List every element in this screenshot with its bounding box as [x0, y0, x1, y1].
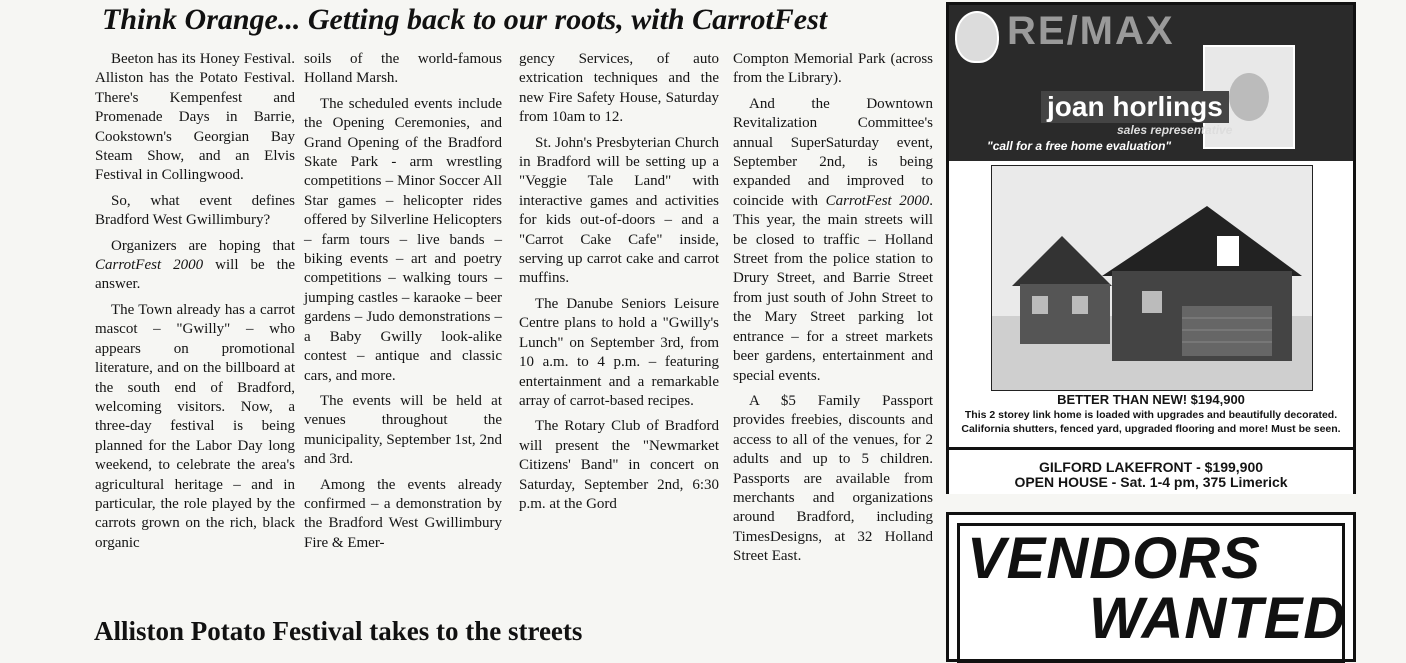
article-column-1: [95, 50, 295, 559]
article-column-2: [304, 50, 502, 559]
article-headline: Think Orange... Getting back to our roots, with CarrotFest: [102, 3, 828, 36]
realty-ad: [946, 2, 1356, 494]
paragraph: Beeton has its Honey Festival. Alliston has the Potato Festival. There's Kempenfest and Promenade Days in Barrie, Cookstown's Georgian Bay Steam Show, and an Elvis Festival in Collingwood.: [95, 51, 295, 184]
paragraph: The Town already has a carrot mascot – "Gwilly" – who appears on promotional literature, and on the billboard at the south end of Bradford, welcoming visitors. Now, a three-day festival is being planned for the Labor Day long weekend, to celebrate the area's agricultural heritage – and in particular, the role played by the carrots grown on the rich, black organic: [95, 301, 295, 551]
event-name: CarrotFest 2000: [825, 192, 930, 209]
agent-title: sales representative: [1117, 123, 1233, 137]
article-column-3: [519, 50, 719, 520]
vendors-ad: [946, 512, 1356, 662]
paragraph: St. John's Presbyterian Church in Bradford will be setting up a "Veggie Tale Land" with interactive games and activities for kids out-of-doors – and a "Carrot Cake Cafe" inside, serving up carrot cake and carrot muffins.: [519, 134, 719, 287]
vendors-line-2: WANTED: [1089, 586, 1347, 651]
paragraph: soils of the world-famous Holland Marsh.: [304, 51, 502, 87]
brand-logo: RE/MAX: [1007, 9, 1175, 53]
feature-price: BETTER THAN NEW! $194,900: [1057, 392, 1245, 407]
agent-name: joan horlings: [1041, 91, 1229, 123]
article-headline-2: Alliston Potato Festival takes to the streets: [94, 616, 583, 646]
feature-listing: [949, 391, 1353, 436]
event-name: CarrotFest 2000: [95, 257, 204, 274]
paragraph: The events will be held at venues throughout the municipality, September 1st, 2nd and 3rd.: [304, 392, 502, 468]
listing-detail: OPEN HOUSE - Sat. 1-4 pm, 375 Limerick: [1014, 474, 1288, 490]
paragraph: And the Downtown Revitalization Committee's annual SuperSaturday event, September 2nd, is being expanded and improved to coincide with CarrotFest 2000. This year, the main streets will be closed to traffic – Holland Street from the police station to Drury Street, and Barrie Street from just south of John Street to the Mary Street parking lot entrance – for a street markets beer gardens, entertainment and special events.: [733, 95, 933, 384]
balloon-logo-icon: [955, 11, 999, 63]
ad-tagline: "call for a free home evaluation": [987, 139, 1172, 153]
paragraph: gency Services, of auto extrication techniques and the new Fire Safety House, Saturday from 10am to 12.: [519, 51, 719, 126]
paragraph: A $5 Family Passport provides freebies, discounts and access to all of the venues, for 2 adults and up to 5 children. Passports are available from merchants and organizations around Bradford, including TimesDesigns, at 32 Holland Street East.: [733, 392, 933, 565]
vendors-line-1: VENDORS: [967, 526, 1261, 591]
listing-title: GILFORD LAKEFRONT - $199,900: [1038, 459, 1264, 475]
paragraph: The Rotary Club of Bradford will present the "Newmarket Citizens' Band" in concert on Saturday, September 2nd, 6:30 p.m. at the Gord: [519, 418, 719, 512]
paragraph: Among the events already confirmed – a demonstration by the Bradford West Gwillimbury Fire & Emer-: [304, 476, 502, 551]
vendors-ad-text: [967, 526, 1347, 651]
paragraph: So, what event defines Bradford West Gwillimbury?: [95, 192, 295, 229]
feature-description: This 2 storey link home is loaded with upgrades and beautifully decorated.: [964, 409, 1338, 421]
ad-header: [949, 5, 1353, 161]
feature-description: California shutters, fenced yard, upgraded flooring and more! Must be seen.: [961, 423, 1341, 435]
article-column-4: [733, 50, 933, 573]
paragraph: Compton Memorial Park (across from the Library).: [733, 51, 933, 87]
paragraph: The Danube Seniors Leisure Centre plans to hold a "Gwilly's Lunch" on September 3rd, from 10 a.m. to 4 p.m. – featuring entertainment and a remarkable array of carrot-based recipes.: [519, 295, 719, 409]
paragraph: Organizers are hoping that CarrotFest 2000 will be the answer.: [95, 237, 295, 293]
house-photo: [991, 165, 1313, 391]
paragraph: The scheduled events include the Opening Ceremonies, and Grand Opening of the Bradford Skate Park - arm wrestling competitions – Minor Soccer All Star games – helicopter rides offered by Silverline Helicopters – farm tours – live bands – biking events – art and poetry competitions – walking tours – jumping castles – karaoke – beer gardens – Judo demonstrations – a Baby Gwilly look-alike contest – antique and classic cars, and more.: [304, 95, 502, 384]
open-house-listing: [949, 447, 1353, 494]
